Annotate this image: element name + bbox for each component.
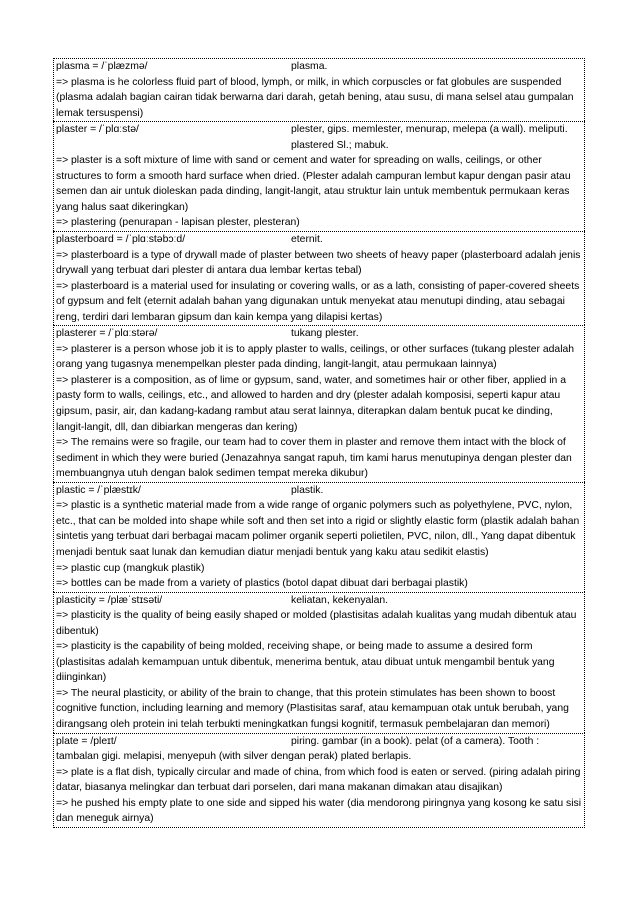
- entry-term: plasma = /ˈplæzmə/: [56, 61, 148, 72]
- entry-headword-line: [56, 122, 582, 153]
- entry-definition: => plasticity is the quality of being easily shaped or molded (plastisitas adalah kualitas yang mudah dibentuk atau dibentuk): [56, 610, 577, 637]
- entry-headword-line: [56, 232, 582, 248]
- entry-definition: => he pushed his empty plate to one side and sipped his water (dia mendorong piringnya yang kosong ke satu sisi dan meneguk airnya): [56, 797, 582, 825]
- dictionary-entry: [53, 231, 585, 325]
- entry-definition: => plastering (penurapan - lapisan plester, plesteran): [56, 217, 300, 229]
- entry-definition: => plasterer is a composition, as of lime or gypsum, sand, water, and sometimes hair or other fiber, applied in a pasty form to walls, ceilings, etc., and allowed to harden and dry (plester adalah komposisi, seperti kapur atau gipsum, pasir, air, dan kadang-kadang rambut atau serat lainnya, diterapkan dalam bentuk pucat ke dinding, langit-langit, dll, dan dibiarkan mengeras dan kering): [56, 374, 566, 433]
- entry-translation: plasma.: [291, 61, 328, 72]
- dictionary-entry: [53, 592, 585, 733]
- entry-definition: tambalan gigi. melapisi, menyepuh (with silver dengan perak) plated berlapis.: [56, 751, 412, 763]
- entry-translation: plastik.: [291, 484, 324, 496]
- entry-term: plasterboard = /ˈplɑːstəbɔːd/: [56, 234, 186, 246]
- entry-translation: plester, gips. memlester, menurap, melepa (a wall). meliputi. plastered Sl.; mabuk.: [291, 124, 568, 151]
- dictionary-entry: [53, 482, 585, 592]
- entry-definition: => The remains were so fragile, our team had to cover them in plaster and remove them intact with the block of sediment in which they were buried (Jenazahnya sangat rapuh, tim kami harus menutupinya dengan plester dan membuangnya utuh dengan balok sedimen tempat mereka dikubur): [56, 437, 572, 480]
- entry-definition: => plasticity is the capability of being molded, receiving shape, or being made to assume a desired form (plastisitas adalah kemampuan untuk dibentuk, menerima bentuk, atau dibuat untuk mengambil bentuk yang diinginkan): [56, 641, 555, 684]
- entry-headword-line: [56, 483, 582, 499]
- entry-headword-line: [56, 59, 582, 75]
- entry-definition: => plasterboard is a material used for insulating or covering walls, or as a lath, consisting of paper-covered sheets of gypsum and felt (eternit adalah bahan yang digunakan untuk menyekat atau menutupi dinding, atau sebagai reng, terdiri dari lembaran gipsum dan kain kempa yang dilapisi kertas): [56, 280, 580, 323]
- entry-definition: => plate is a flat dish, typically circular and made of china, from which food is eaten or served. (piring adalah piring datar, biasanya melingkar dan terbuat dari porselen, dari mana makanan dimakan atau disajikan): [56, 766, 581, 794]
- entry-translation: keliatan, kekenyalan.: [291, 594, 389, 606]
- entry-translation: eternit.: [291, 234, 323, 246]
- entry-definition: => plaster is a soft mixture of lime with sand or cement and water for spreading on walls, ceilings, or other structures to form a smooth hard surface when dried. (Plester adalah campuran lembut kapur dengan pasir atau semen dan air untuk dioleskan pada dinding, langit-langit, atau struktur lain untuk membentuk permukaan keras yang halus saat dikeringkan): [56, 155, 571, 213]
- entry-term: plasterer = /ˈplɑːstərə/: [56, 328, 158, 340]
- entry-definition: => bottles can be made from a variety of plastics (botol dapat dibuat dari berbagai plastik): [56, 578, 468, 590]
- dictionary-entry: [53, 121, 585, 231]
- entry-term: plate = /pleɪt/: [56, 735, 117, 747]
- dictionary-entry: [53, 733, 585, 828]
- entry-term: plaster = /ˈplɑːstə/: [56, 124, 139, 136]
- entry-definition: => plasterboard is a type of drywall made of plaster between two sheets of heavy paper (plasterboard adalah jenis drywall yang terbuat dari plester di antara dua lembar kertas tebal): [56, 249, 581, 277]
- entry-translation: tukang plester.: [291, 328, 359, 340]
- entry-definition: => plasterer is a person whose job it is to apply plaster to walls, ceilings, or other surfaces (tukang plester adalah orang yang tugasnya menempelkan plester pada dinding, langit-langit, atau permukaan lainnya): [56, 343, 575, 371]
- entry-headword-line: [56, 593, 582, 609]
- entry-definition: => The neural plasticity, or ability of the brain to change, that this protein stimulates has been shown to boost cognitive function, including learning and memory (Plastisitas saraf, atau kemampuan otak untuk berubah, yang dirangsang oleh protein ini telah terbukti meningkatkan fungsi kognitif, termasuk pembelajaran dan memori): [56, 687, 569, 730]
- entry-term: plasticity = /plæˈstɪsəti/: [56, 594, 163, 606]
- entry-translation: piring. gambar (in a book). pelat (of a camera). Tooth :: [291, 735, 540, 747]
- entry-headword-line: [56, 326, 582, 342]
- entry-definition: => plasma is he colorless fluid part of blood, lymph, or milk, in which corpuscles or fat globules are suspended (plasma adalah bagian cairan tidak berwarna dari darah, getah bening, atau susu, di mana selsel atau gumpalan lemak tersuspensi): [56, 76, 574, 119]
- entry-headword-line: [56, 734, 582, 750]
- entry-definition: => plastic is a synthetic material made from a wide range of organic polymers such as polyethylene, PVC, nylon, etc., that can be molded into shape while soft and then set into a rigid or slightly elastic form (plastik adalah bahan sintetis yang terbuat dari berbagai macam polimer organik seperti polietilen, PVC, nilon, dll., Yang dapat dibentuk menjadi bentuk saat lunak dan kemudian diatur menjadi bentuk yang kaku atau sedikit elastis): [56, 500, 580, 558]
- dictionary-entry: [53, 325, 585, 481]
- dictionary-entry: [53, 58, 585, 121]
- dictionary-page: [53, 58, 585, 828]
- entry-definition: => plastic cup (mangkuk plastik): [56, 562, 205, 574]
- entry-term: plastic = /ˈplæstɪk/: [56, 484, 141, 496]
